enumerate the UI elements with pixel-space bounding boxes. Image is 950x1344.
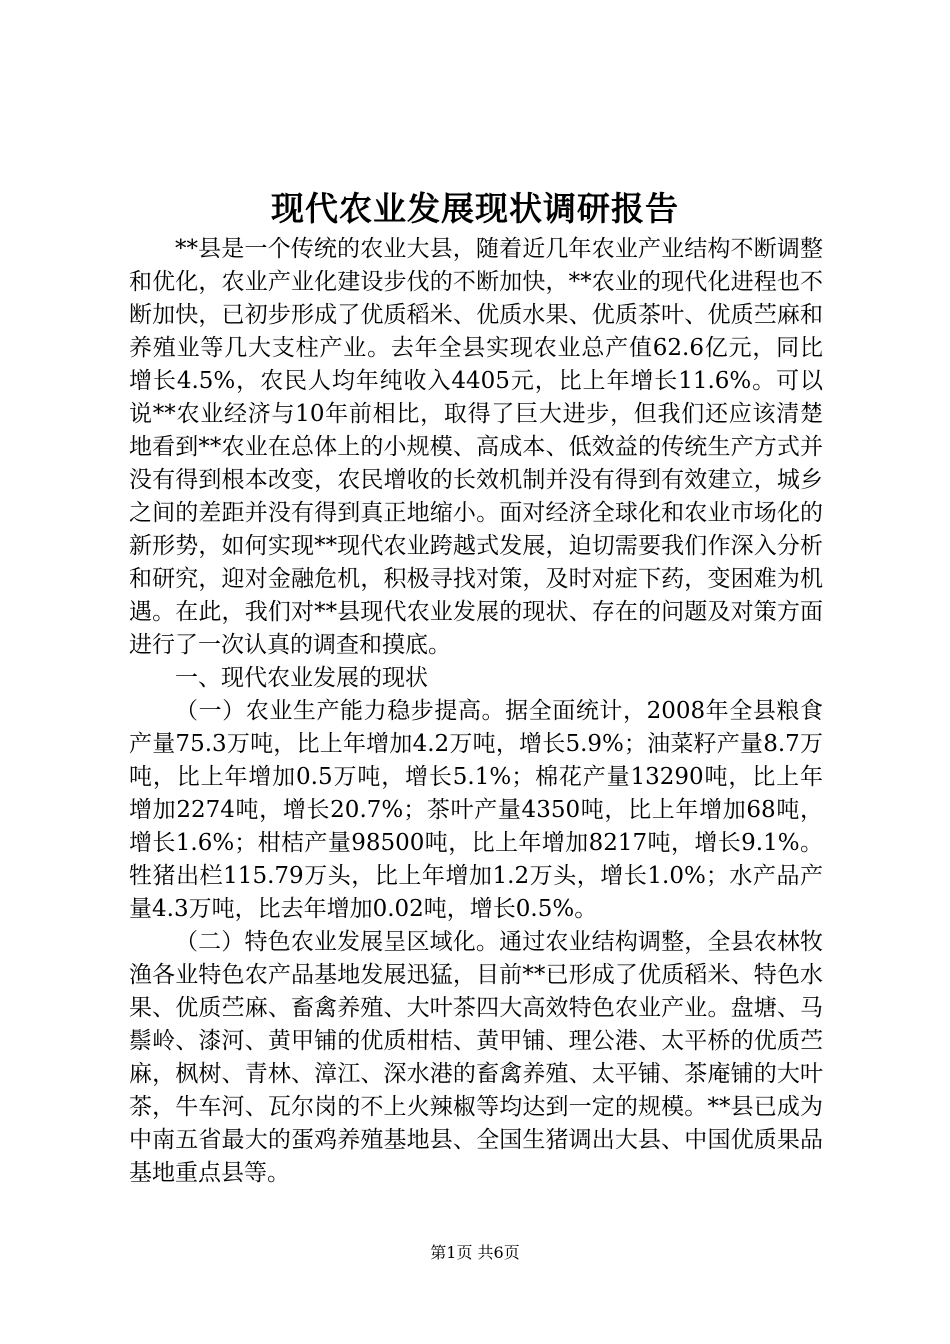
paragraph-specialty-agriculture: （二）特色农业发展呈区域化。通过农业结构调整，全县农林牧渔各业特色农产品基地发展迅猛，目前**已形成了优质稻米、特色水果、优质苎麻、畜禽养殖、大叶茶四大高效特色农业产业。盘塘、马鬃岭、漆河、黄甲铺的优质柑桔、黄甲铺、理公港、太平桥的优质苎麻，枫树、青林、漳江、深水港的畜禽养殖、太平铺、茶庵铺的大叶茶，牛车河、瓦尔岗的不上火辣椒等均达到一定的规模。**县已成为中南五省最大的蛋鸡养殖基地县、全国生猪调出大县、中国优质果品基地重点县等。 bbox=[129, 929, 823, 1186]
section-heading: 一、现代农业发展的现状 bbox=[175, 665, 428, 691]
paragraph-intro: **县是一个传统的农业大县，随着近几年农业产业结构不断调整和优化，农业产业化建设步伐的不断加快，**农业的现代化进程也不断加快，已初步形成了优质稻米、优质水果、优质茶叶、优质苎麻和养殖业等几大支柱产业。去年全县实现农业总产值62.6亿元，同比增长4.5%，农民人均年纯收入4405元，比上年增长11.6%。可以说**农业经济与10年前相比，取得了巨大进步，但我们还应该清楚地看到**农业在总体上的小规模、高成本、低效益的传统生产方式并没有得到根本改变，农民增收的长效机制并没有得到有效建立，城乡之间的差距并没有得到真正地缩小。面对经济全球化和农业市场化的新形势，如何实现**现代农业跨越式发展，迫切需要我们作深入分析和研究，迎对金融危机，积极寻找对策，及时对症下药，变困难为机遇。在此，我们对**县现代农业发展的现状、存在的问题及对策方面进行了一次认真的调查和摸底。 bbox=[129, 236, 823, 658]
page-number: 第1页 共6页 bbox=[430, 1243, 520, 1262]
paragraph-production-capacity: （一）农业生产能力稳步提高。据全面统计，2008年全县粮食产量75.3万吨，比上年增加4.2万吨，增长5.9%；油菜籽产量8.7万吨，比上年增加0.5万吨，增长5.1%；棉花产量13290吨，比上年增加2274吨，增长20.7%；茶叶产量4350吨，比上年增加68吨，增长1.6%；柑桔产量98500吨，比上年增加8217吨，增长9.1%。牲猪出栏115.79万头，比上年增加1.2万头，增长1.0%；水产品产量4.3万吨，比去年增加0.02吨，增长0.5%。 bbox=[129, 698, 823, 922]
document-body bbox=[129, 233, 823, 1190]
document-title: 现代农业发展现状调研报告 bbox=[271, 189, 679, 228]
